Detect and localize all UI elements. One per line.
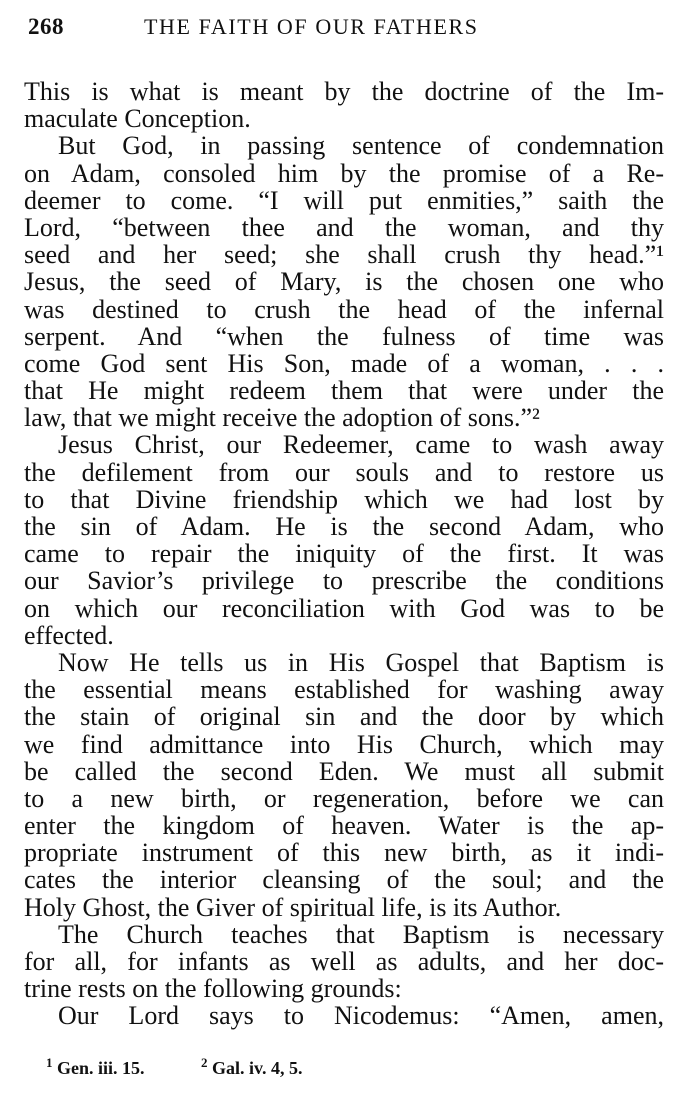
text-line: we find admittance into His Church, which may xyxy=(24,729,664,759)
text-line: be called the second Eden. We must all submit xyxy=(24,756,664,786)
text-line: trine rests on the following grounds: xyxy=(24,974,402,1004)
text-line: our Savior’s privilege to prescribe the conditions xyxy=(24,566,664,596)
text-line: come God sent His Son, made of a woman, . . . xyxy=(24,348,664,378)
text-line: The Church teaches that Baptism is necessary xyxy=(58,919,664,949)
text-line: enter the kingdom of heaven. Water is the ap- xyxy=(24,811,664,841)
text-line: the stain of original sin and the door by which xyxy=(24,702,664,732)
text-line: the defilement from our souls and to restore us xyxy=(24,457,664,487)
text-line: came to repair the iniquity of the first. It was xyxy=(24,539,664,569)
text-line: the sin of Adam. He is the second Adam, who xyxy=(24,512,664,541)
text-line: Our Lord says to Nicodemus: “Amen, amen, xyxy=(58,1001,664,1031)
footnote xyxy=(201,1055,303,1079)
text-line: that He might redeem them that were under the xyxy=(24,376,664,406)
text-line: Jesus Christ, our Redeemer, came to wash away xyxy=(58,430,664,460)
text-line: to that Divine friendship which we had lost by xyxy=(24,484,664,514)
text-line: law, that we might receive the adoption of sons.”² xyxy=(24,403,540,433)
text-line: deemer to come. “I will put enmities,” saith the xyxy=(24,185,664,215)
text-line: serpent. And “when the fulness of time was xyxy=(24,321,664,351)
page-number: 268 xyxy=(28,14,64,39)
text-line: cates the interior cleansing of the soul; and the xyxy=(24,865,664,895)
footnote-text: Gen. iii. 15. xyxy=(57,1058,145,1078)
text-line: maculate Conception. xyxy=(24,104,251,134)
footnote xyxy=(46,1055,145,1079)
text-line: for all, for infants as well as adults, and her doc- xyxy=(24,947,664,976)
text-line: This is what is meant by the doctrine of the Im- xyxy=(24,77,664,106)
text-line: Holy Ghost, the Giver of spiritual life, is its Author. xyxy=(24,892,562,922)
text-line: the essential means established for washing away xyxy=(24,675,664,705)
text-line: propriate instrument of this new birth, as it indi- xyxy=(24,838,664,868)
body-text xyxy=(24,78,664,1030)
footnote-text: Gal. iv. 4, 5. xyxy=(212,1058,303,1078)
text-line: was destined to crush the head of the infernal xyxy=(24,294,664,324)
text-line: on Adam, consoled him by the promise of a Re- xyxy=(24,158,664,188)
footnotes xyxy=(46,1055,303,1079)
text-line: to a new birth, or regeneration, before we can xyxy=(24,783,664,813)
text-line: seed and her seed; she shall crush thy head.”¹ xyxy=(24,240,664,270)
running-header xyxy=(28,14,668,54)
text-line: Now He tells us in His Gospel that Baptism is xyxy=(58,647,664,677)
text-line: effected. xyxy=(24,620,114,650)
text-line: on which our reconciliation with God was to be xyxy=(24,593,664,623)
text-line: Jesus, the seed of Mary, is the chosen one who xyxy=(24,267,664,297)
footnote-mark: 1 xyxy=(46,1055,53,1070)
running-head-title: THE FAITH OF OUR FATHERS xyxy=(144,14,479,39)
text-line: Lord, “between thee and the woman, and thy xyxy=(24,212,664,242)
text-line: But God, in passing sentence of condemnation xyxy=(58,131,664,161)
footnote-mark: 2 xyxy=(201,1055,208,1070)
